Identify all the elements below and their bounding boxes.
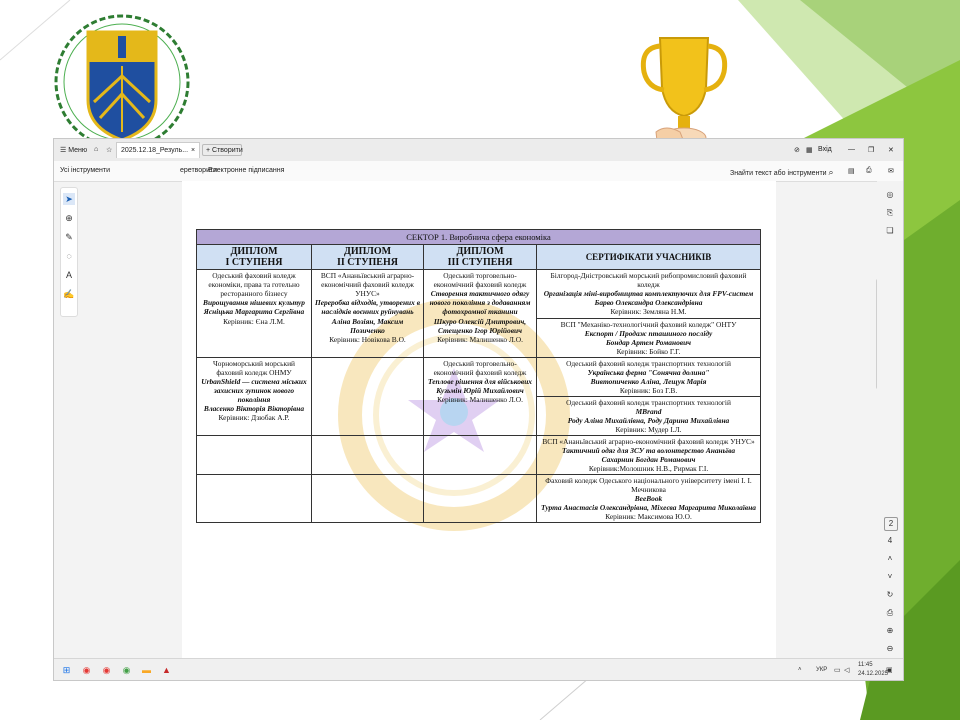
cell-empty (197, 435, 312, 474)
header-diploma-2: ДИПЛОМ ІІ СТУПЕНЯ (312, 245, 424, 270)
search-tools-input[interactable]: Знайти текст або інструменти ⌕ (730, 167, 834, 177)
page-current-indicator[interactable]: 2 (884, 517, 898, 531)
browser-icon[interactable]: ◉ (122, 665, 131, 675)
select-cursor-icon[interactable]: ➤ (63, 193, 75, 205)
cell-empty (424, 475, 537, 523)
network-icon[interactable]: ▭ (834, 667, 841, 674)
sector-title: СЕКТОР 1. Виробнича сфера економіка (197, 230, 761, 245)
create-button[interactable] (202, 144, 242, 156)
comment-icon[interactable]: ◎ (886, 190, 894, 199)
apps-icon[interactable]: ▦ (806, 147, 813, 154)
tray-language[interactable]: УКР (816, 667, 828, 673)
search-icon: ⌕ (828, 167, 834, 177)
close-icon[interactable]: ✕ (888, 147, 894, 154)
cell-empty (312, 475, 424, 523)
mail-icon[interactable]: ✉ (888, 168, 894, 175)
tray-time[interactable]: 11:45 (858, 662, 873, 668)
cell-certificate-entry: Одеський фаховий коледж транспортних технологій Українська ферма "Сонячна долина" Вивтопиченко Аліна, Лещук Марія Керівник: Боз Г.В. (537, 357, 761, 396)
cell-certificate-entry: Одеський фаховий коледж транспортних технологій MBrand Роду Аліна Михайлівна, Роду Дарина Михайлівна Керівник: Мудер І.Л. (537, 396, 761, 435)
page-total-indicator: 4 (887, 536, 893, 545)
cell-diploma-3-entry: Одеський торговельно-економічний фаховий коледж Теплове рішення для військових Кузьмін Юрій Михайлович Керівник: Малишенко Л.О. (424, 357, 537, 435)
zoom-out-icon[interactable]: ⊖ (886, 644, 894, 653)
start-icon[interactable]: ⊞ (62, 665, 71, 675)
chrome-icon[interactable]: ◉ (82, 665, 91, 675)
table-row (197, 270, 761, 318)
results-table (196, 229, 761, 523)
save-icon[interactable]: ▤ (848, 168, 855, 175)
table-row (197, 435, 761, 474)
cell-certificate-entry: Фаховий коледж Одеського національного університету імені І. І. Мечникова BeeBook Турта Анастасія Олександрівна, Міхеєва Маргарита Миколаївна Керівник: Максимова Ю.О. (537, 475, 761, 523)
secondary-toolbar (54, 161, 903, 182)
acrobat-icon[interactable]: ▲ (162, 665, 171, 675)
table-row (197, 475, 761, 523)
table-row (197, 357, 761, 396)
header-diploma-1: ДИПЛОМ І СТУПЕНЯ (197, 245, 312, 270)
cell-diploma-1-entry: Одеський фаховий коледж економіки, права та готельно ресторанного бізнесу Вирощування нішевих культур Ясніцька Маргарита Сергіївна Керівник: Єна Л.М. (197, 270, 312, 357)
tray-date[interactable]: 24.12.2025 (858, 671, 889, 677)
cell-diploma-2-entry: ВСП «Ананьївський аграрно-економічний фаховий коледж УНУС» Переробка відходів, утворених в наслідків воєнних руйнувань Аліна Возіян, Максим Позиченко Керівник: Новікова В.О. (312, 270, 424, 357)
chrome-alt-icon[interactable]: ◉ (102, 665, 111, 675)
all-tools-button[interactable]: Усі інструменти (60, 167, 111, 174)
annotation-toolbar (60, 187, 78, 317)
rotate-icon[interactable]: ↻ (886, 590, 894, 599)
cell-certificate-entry: ВСП «Ананьївський аграрно-економічний фаховий коледж УНУС» Тактичний одяг для ЗСУ та волонтерство Ананьїва Сахарнин Богдан Романович Керівник:Молошник Н.В., Рирмак Г.І. (537, 435, 761, 474)
home-icon[interactable]: ⌂ (94, 146, 99, 153)
header-certificates: СЕРТИФІКАТИ УЧАСНИКІВ (537, 245, 761, 270)
pen-icon[interactable]: ✎ (65, 232, 73, 242)
header-diploma-3: ДИПЛОМ ІІІ СТУПЕНЯ (424, 245, 537, 270)
convert-button[interactable]: еретворити (180, 167, 218, 174)
cell-empty (197, 475, 312, 523)
zoom-tool-icon[interactable]: ⊕ (65, 213, 73, 223)
window-titlebar (54, 139, 903, 161)
restore-icon[interactable]: ❐ (868, 147, 875, 154)
explorer-icon[interactable]: ▬ (142, 665, 151, 675)
pages-icon[interactable]: ❏ (886, 226, 894, 235)
zoom-in-icon[interactable]: ⊕ (886, 626, 894, 635)
star-icon[interactable]: ☆ (106, 147, 113, 154)
menu-button[interactable]: ☰ Меню (60, 147, 88, 154)
cell-empty (424, 435, 537, 474)
create-label: + Створити (206, 147, 243, 154)
cell-empty (312, 357, 424, 435)
cell-certificate-entry: Білгород-Дністровський морський рибопромисловий фаховий коледж Організація міні-виробництва комплектуючих для FPV-систем Барво Олександра Олександрівна Керівник: Земляна Н.М. (537, 270, 761, 318)
lasso-icon[interactable]: ◌ (66, 251, 72, 261)
help-icon[interactable]: ⊘ (794, 147, 800, 154)
page-edit-icon[interactable]: ⎙ (886, 608, 894, 617)
cell-certificate-entry: ВСП "Механіко-технологічний фаховий коледж" ОНТУ Експорт / Продаж пташиного послідy Бондар Артем Романович Керівник: Бойко Г.Г. (537, 318, 761, 357)
esign-button[interactable]: Електронне підписання (208, 167, 285, 174)
cell-diploma-1-entry: Чорноморський морський фаховий коледж ОНМУ UrbanShield — система міських захисних зупинок нового покоління Власенко Вікторія Вікторівна Керівник: Дзюбак А.Р. (197, 357, 312, 435)
export-icon[interactable]: ⎘ (886, 208, 894, 217)
text-box-icon[interactable]: A (65, 270, 72, 280)
tray-expand-icon[interactable]: ˄ (798, 667, 802, 673)
cell-diploma-3-entry: Одеський торговельно-економічний фаховий коледж Створення тактичного одягу нового покоління з додаванням фотохромної тканини Шкуро Олексій Дмитрович, Стещенко Ігор Юрійович Керівник: Малишенко Л.О. (424, 270, 537, 357)
tab-title: 2025.12.18_Резуль... (121, 147, 189, 154)
print-icon[interactable]: ⎙ (866, 167, 872, 174)
login-button[interactable]: Вхід (818, 146, 832, 153)
notifications-icon[interactable]: ▣ (886, 667, 893, 674)
cell-empty (312, 435, 424, 474)
os-taskbar (54, 658, 903, 681)
volume-icon[interactable]: ◁ (844, 667, 850, 674)
right-tool-rail (877, 181, 903, 659)
page-down-icon[interactable]: ˅ (887, 572, 893, 581)
tab-close-icon[interactable]: × (191, 147, 196, 154)
page-up-icon[interactable]: ˄ (887, 554, 893, 563)
minimize-icon[interactable]: — (848, 146, 855, 153)
stamp-icon[interactable]: ✍ (63, 289, 75, 299)
document-tab[interactable] (116, 142, 200, 158)
